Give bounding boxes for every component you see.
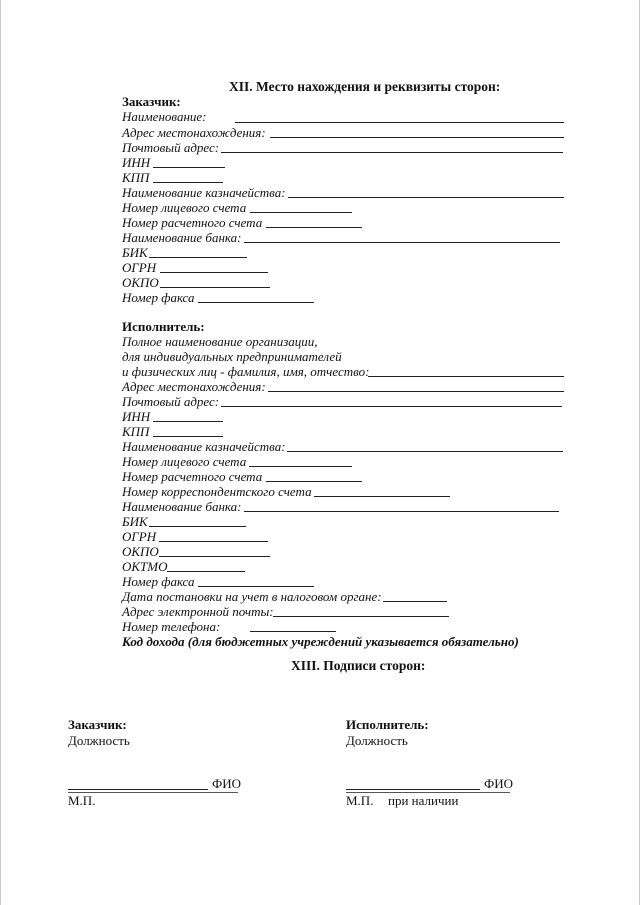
customer-kpp-field[interactable] [153,182,223,183]
customer-settlement-account-field[interactable] [266,227,362,228]
contractor-email-field[interactable] [273,616,449,617]
section-13-title: XIII. Подписи сторон: [291,658,426,673]
customer-name-field[interactable] [235,122,564,123]
customer-fax-label: Номер факса [122,290,195,305]
contractor-okpo-field[interactable] [159,556,270,557]
contractor-inn-label: ИНН [122,409,151,424]
customer-inn-field[interactable] [153,167,225,168]
customer-heading: Заказчик: [122,94,181,109]
customer-bik-field[interactable] [149,257,247,258]
contractor-bank-label: Наименование банка: [122,499,242,514]
contractor-fax-field[interactable] [198,586,314,587]
contractor-income-code-note: Код дохода (для бюджетных учреждений указывается обязательно) [122,634,519,649]
contractor-fullname-label-3: и физических лиц - фамилия, имя, отчество: [122,364,370,379]
contractor-bank-field[interactable] [244,511,559,512]
contractor-tax-date-label: Дата постановки на учет в налоговом органе: [122,589,382,604]
customer-kpp-label: КПП [122,170,150,185]
sig-contractor-stamp: М.П. [346,793,374,808]
customer-treasury-label: Наименование казначейства: [122,185,286,200]
sig-customer-position: Должность [68,733,130,748]
contractor-heading: Исполнитель: [122,319,205,334]
contractor-settlement-account-label: Номер расчетного счета [122,469,263,484]
sig-contractor-position: Должность [346,733,408,748]
contractor-personal-account-field[interactable] [249,466,352,467]
contractor-fullname-label-1: Полное наименование организации, [122,334,318,349]
contractor-location-field[interactable] [268,391,564,392]
contractor-kpp-label: КПП [122,424,150,439]
customer-postal-field[interactable] [221,152,563,153]
contractor-phone-field[interactable] [250,631,336,632]
customer-ogrn-field[interactable] [160,272,268,273]
sig-contractor-stamp-note: при наличии [388,793,459,808]
contractor-ogrn-field[interactable] [159,541,268,542]
page-border-left [0,0,1,905]
contractor-fullname-label-2: для индивидуальных предпринимателей [122,349,342,364]
contractor-tax-date-field[interactable] [383,601,447,602]
customer-okpo-label: ОКПО [122,275,159,290]
customer-inn-label: ИНН [122,155,151,170]
customer-fax-field[interactable] [198,302,314,303]
sig-customer-stamp: М.П. [68,793,96,808]
contractor-postal-field[interactable] [221,406,562,407]
customer-location-label: Адрес местонахождения: [122,125,266,140]
contractor-settlement-account-field[interactable] [266,481,362,482]
customer-personal-account-field[interactable] [250,212,352,213]
contractor-okpo-label: ОКПО [122,544,159,559]
contractor-email-label: Адрес электронной почты: [122,604,274,619]
sig-contractor-signature-line[interactable] [346,789,480,790]
customer-bank-field[interactable] [244,242,560,243]
sig-contractor-fio: ФИО [484,776,514,791]
contractor-fullname-field[interactable] [368,376,564,377]
contractor-bik-field[interactable] [149,526,246,527]
contractor-phone-label: Номер телефона: [122,619,221,634]
sig-customer-heading: Заказчик: [68,717,127,732]
customer-postal-label: Почтовый адрес: [122,140,220,155]
customer-bik-label: БИК [122,245,148,260]
customer-bank-label: Наименование банка: [122,230,242,245]
contractor-bik-label: БИК [122,514,148,529]
customer-name-label: Наименование: [122,109,207,124]
sig-contractor-heading: Исполнитель: [346,717,429,732]
contractor-correspondent-account-label: Номер корреспондентского счета [122,484,312,499]
contractor-ogrn-label: ОГРН [122,529,157,544]
customer-okpo-field[interactable] [160,287,270,288]
contractor-personal-account-label: Номер лицевого счета [122,454,247,469]
customer-treasury-field[interactable] [288,197,564,198]
customer-ogrn-label: ОГРН [122,260,157,275]
contractor-oktmo-field[interactable] [167,571,245,572]
contractor-fax-label: Номер факса [122,574,195,589]
customer-personal-account-label: Номер лицевого счета [122,200,247,215]
customer-location-field[interactable] [270,137,564,138]
contractor-correspondent-account-field[interactable] [314,496,450,497]
customer-settlement-account-label: Номер расчетного счета [122,215,263,230]
contractor-inn-field[interactable] [153,421,223,422]
sig-customer-fio: ФИО [212,776,242,791]
section-12-title: XII. Место нахождения и реквизиты сторон: [229,79,501,94]
contractor-postal-label: Почтовый адрес: [122,394,220,409]
contractor-treasury-field[interactable] [287,451,563,452]
contractor-kpp-field[interactable] [153,436,223,437]
contractor-location-label: Адрес местонахождения: [122,379,266,394]
sig-customer-signature-line[interactable] [68,789,208,790]
contractor-oktmo-label: ОКТМО [122,559,168,574]
contractor-treasury-label: Наименование казначейства: [122,439,286,454]
